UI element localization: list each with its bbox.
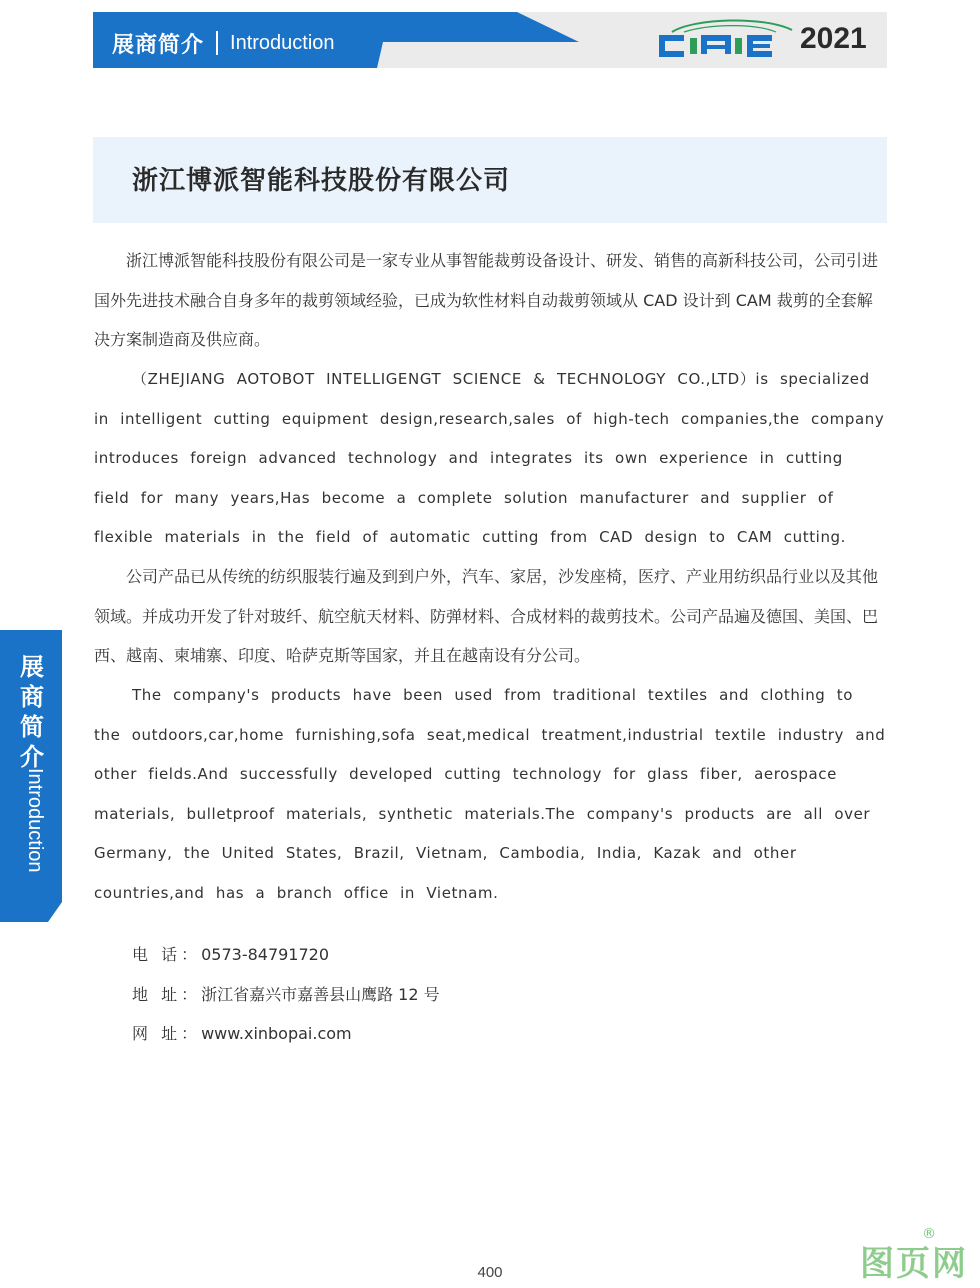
products-paragraph-en: The company's products have been used from traditional textiles and clothing to the outdoors,car,home furnishing,sofa seat,medical treatment,industrial textile industry and other fields.And successfully developed cutting technology for glass fiber, aerospace materials, bulletproof materials, synthetic materials.The company's products are all over Germany, the United States, Brazil, Vietnam, Cambodia, India, Kazak and other countries,and has a branch office in Vietnam. <box>94 686 886 902</box>
header-section-en: Introduction <box>230 31 335 54</box>
header-section-cn: 展商简介 <box>112 32 205 58</box>
phone-label: 电 话： <box>132 945 202 964</box>
side-tab-cn: 展商简介 <box>20 653 44 771</box>
ciaie-logo <box>654 14 804 62</box>
header-divider <box>216 31 218 55</box>
intro-paragraph-cn: 浙江博派智能科技股份有限公司是一家专业从事智能裁剪设备设计、研发、销售的高新科技公司，公司引进国外先进技术融合自身多年的裁剪领域经验，已成为软性材料自动裁剪领域从 CAD 设计到 CAM 裁剪的全套解决方案制造商及供应商。 <box>94 251 879 349</box>
products-paragraph-cn: 公司产品已从传统的纺织服装行遍及到到户外，汽车、家居，沙发座椅，医疗、产业用纺织品行业以及其他领域。并成功开发了针对玻纤、航空航天材料、防弹材料、合成材料的裁剪技术。公司产品遍及德国、美国、巴西、越南、柬埔寨、印度、哈萨克斯等国家，并且在越南设有分公司。 <box>94 567 879 665</box>
address-value: 浙江省嘉兴市嘉善县山鹰路 12 号 <box>201 985 440 1004</box>
contact-address <box>132 982 440 1005</box>
website-label: 网 址： <box>132 1024 202 1043</box>
contact-phone <box>132 942 329 965</box>
watermark: 图页网 <box>860 1244 968 1284</box>
side-tab-en: Introduction <box>24 768 46 873</box>
address-label: 地 址： <box>132 985 202 1004</box>
header-section-label <box>112 28 335 58</box>
phone-value: 0573-84791720 <box>201 945 330 964</box>
page-number: 400 <box>477 1264 503 1281</box>
registered-mark: ® <box>922 1226 936 1242</box>
intro-paragraph-en: （ZHEJIANG AOTOBOT INTELLIGENGT SCIENCE & TECHNOLOGY CO.,LTD）is specialized in intelligent cutting equipment design,research,sales of high-tech companies,the company introduces foreign advanced technology and integrates its own experience in cutting field for many years,Has become a complete solution manufacturer and supplier of flexible materials in the field of automatic cutting from CAD design to CAM cutting. <box>94 370 885 547</box>
contact-website <box>132 1021 352 1044</box>
website-value: www.xinbopai.com <box>201 1024 352 1043</box>
company-title: 浙江博派智能科技股份有限公司 <box>132 166 511 196</box>
logo-year: 2021 <box>800 22 867 55</box>
